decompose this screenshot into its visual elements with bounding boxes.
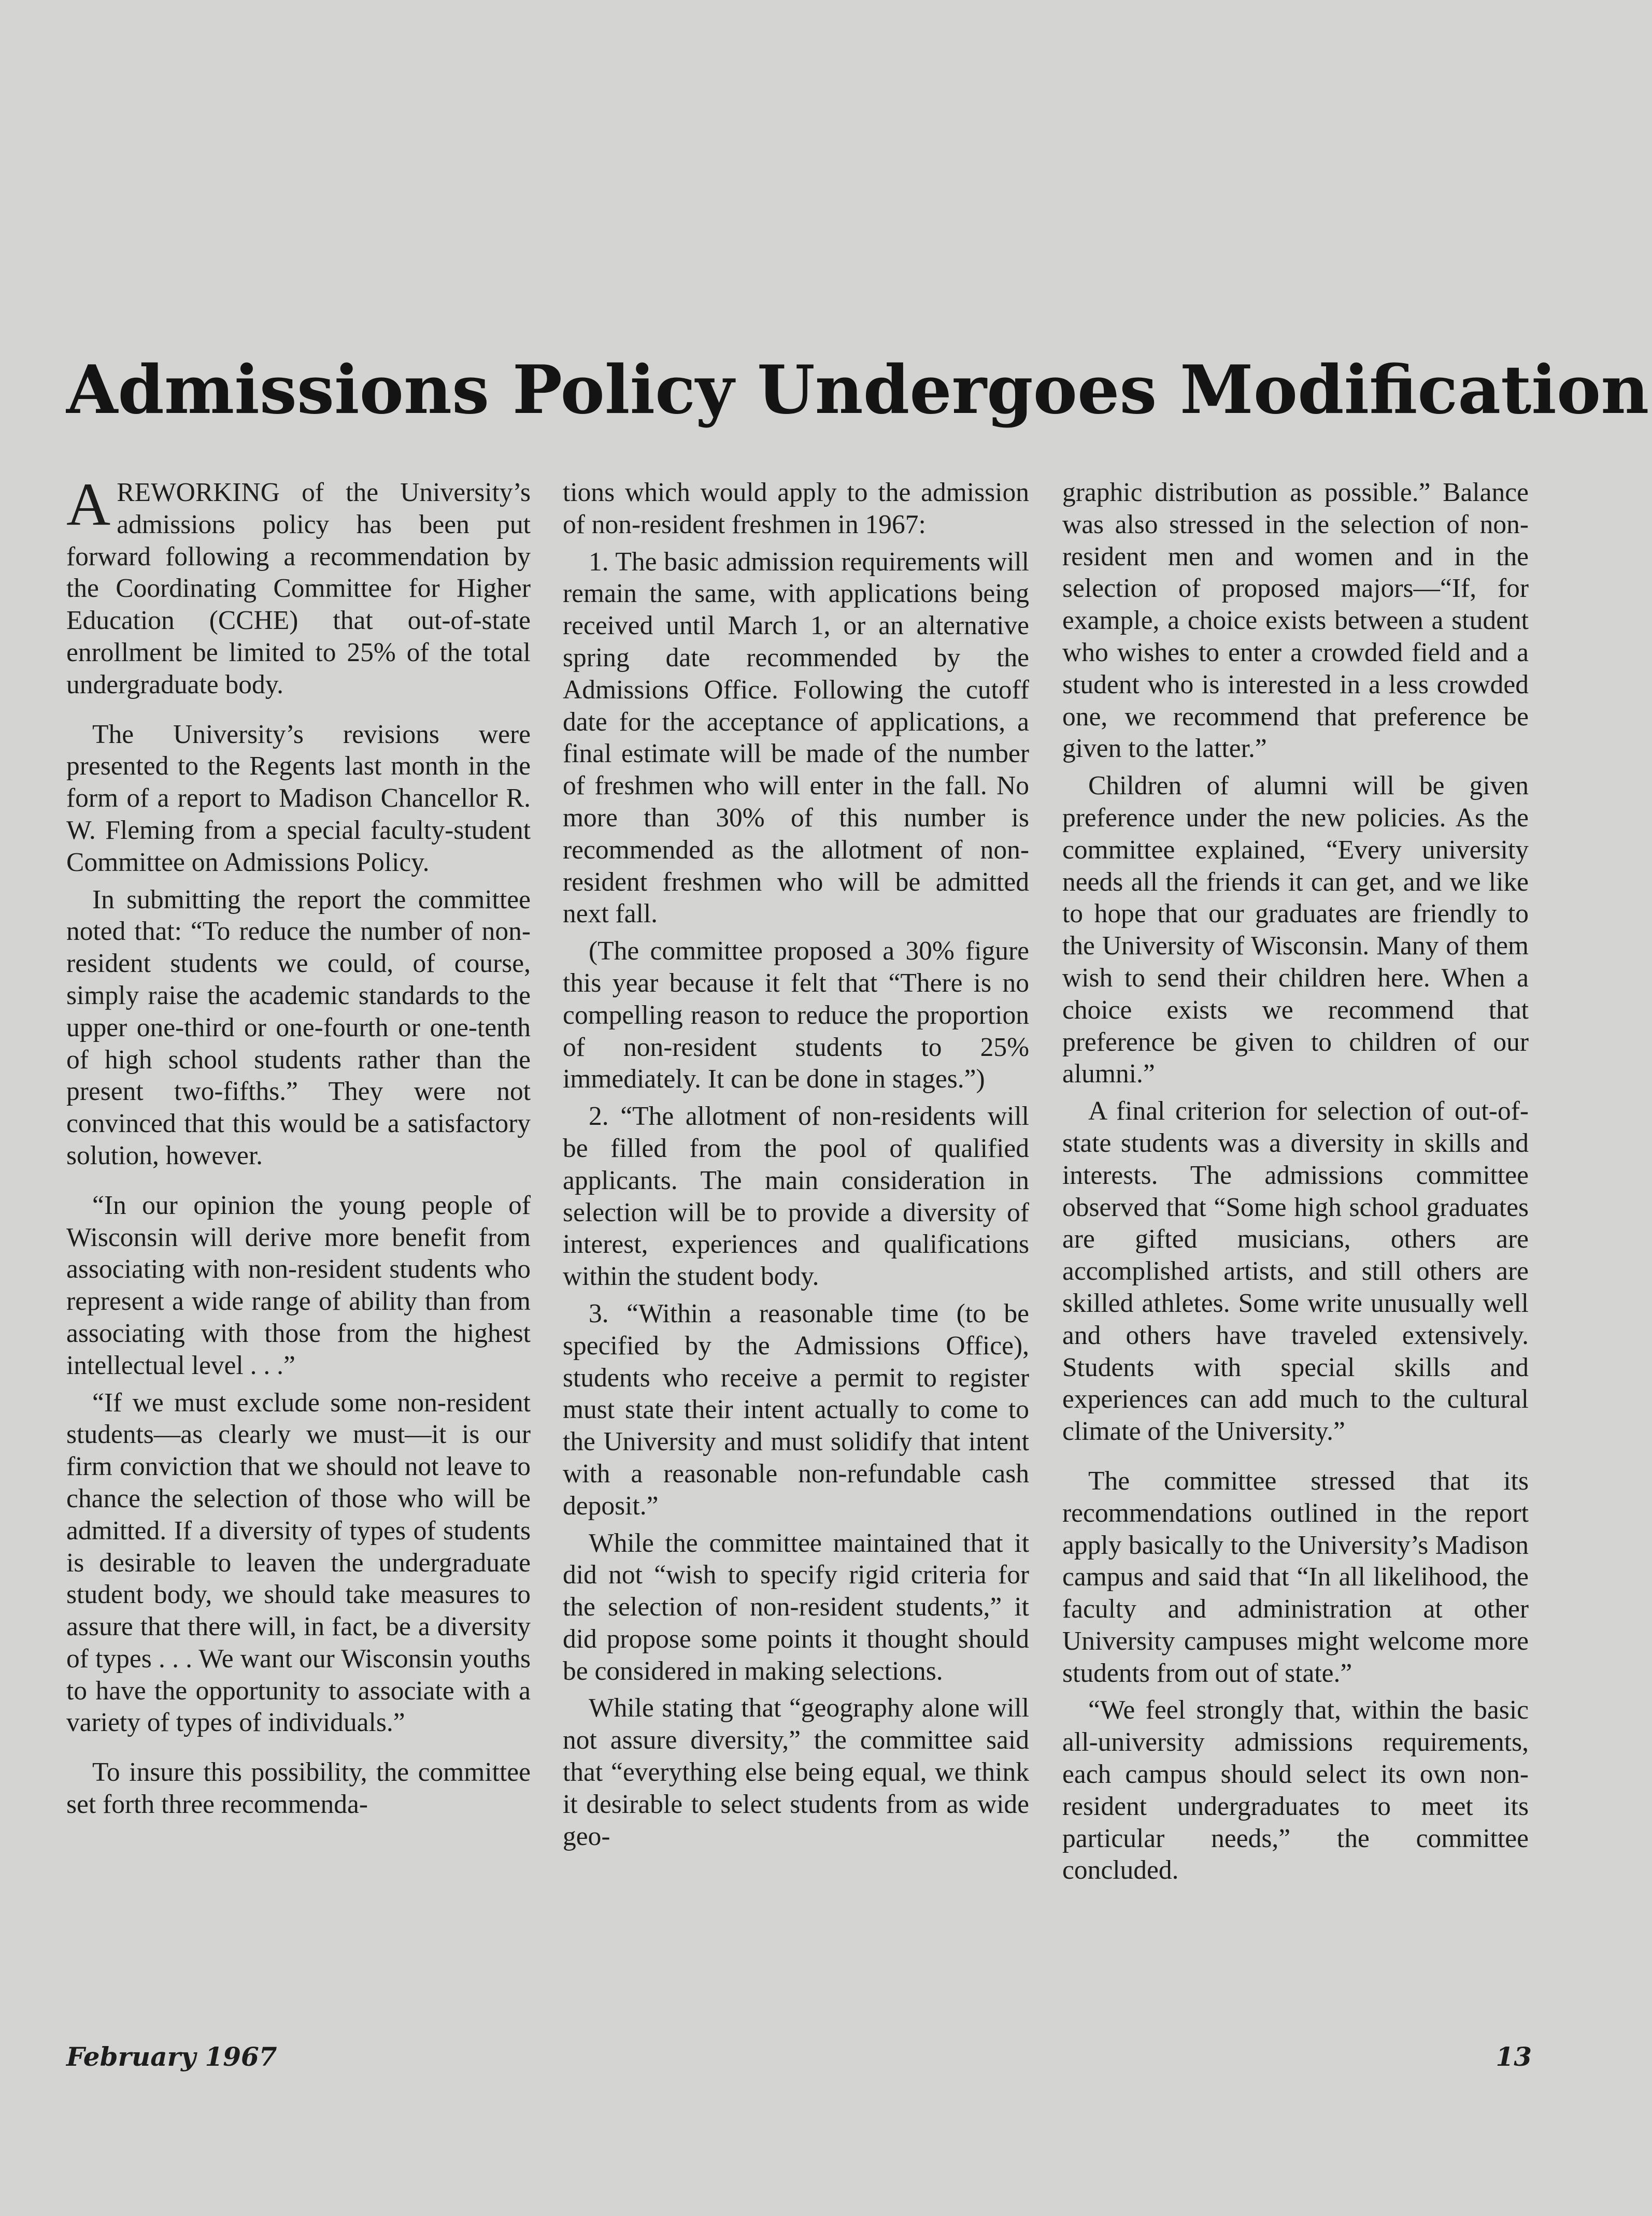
article-paragraph: graphic distribution as possible.” Balance was also stressed in the selection of non-resident men and women and in the selection of proposed majors—“If, for example, a choice exists between a student who wishes to enter a crowded field and a student who is interested in a less crowded one, we recommend that preference be given to the latter.” xyxy=(1062,478,1529,764)
article-paragraph: “We feel strongly that, within the basic all-university admissions requirements, each campus should select its own non-resident undergraduates to meet its particular needs,” the committee concluded. xyxy=(1062,1695,1529,1885)
article-paragraph: In submitting the report the committee noted that: “To reduce the number of non-resident students we could, of course, simply raise the academic standards to the upper one-third or one-fourth or one-tenth of high school students rather than the present two-fifths.” They were not convinced that this would be a satisfactory solution, however. xyxy=(66,884,531,1170)
article-paragraph: To insure this possibility, the committee set forth three recommenda- xyxy=(66,1757,531,1820)
article-paragraph: The University’s revisions were presented to the Regents last month in the form of a report to Madison Chancellor R. W. Fleming from a special faculty-student Committee on Admissions Policy. xyxy=(66,719,531,877)
article-paragraph: 2. “The allotment of non-residents will be filled from the pool of qualified applicants. The main consideration in selection will be to provide a diversity of interest, experiences and qualifications within the student body. xyxy=(563,1102,1029,1292)
article-paragraph: While the committee maintained that it did not “wish to specify rigid criteria for the selection of non-resident students,” it did propose some points it thought should be considered in making selections. xyxy=(563,1528,1029,1686)
issue-date: February 1967 xyxy=(66,2041,277,2072)
paragraph-text: REWORKING of the University’s admissions policy has been put forward following a recommendation by the Coordinating Committee for Higher Education (CCHE) that out-of-state enrollment be limited to 25% of the total undergraduate body. xyxy=(66,478,531,699)
article-paragraph: Children of alumni will be given preference under the new policies. As the committee explained, “Every university needs all the friends it can get, and we like to hope that our graduates are friendly to the University of Wisconsin. Many of them wish to send their children here. When a choice exists we recommend that preference be given to children of our alumni.” xyxy=(1062,771,1529,1089)
article-paragraph: tions which would apply to the admission of non-resident freshmen in 1967: xyxy=(563,478,1029,539)
article-column-1 xyxy=(66,477,531,2052)
article-paragraph: 3. “Within a reasonable time (to be specified by the Admissions Office), students who receive a permit to register must state their intent actually to come to the University and must solidify that intent with a reasonable non-refundable cash deposit.” xyxy=(563,1298,1029,1521)
page-title: Admissions Policy Undergoes Modification xyxy=(66,351,1649,429)
article-paragraph: (The committee proposed a 30% figure this year because it felt that “There is no compelling reason to reduce the proportion of non-resident students to 25% immediately. It can be done in stages.”) xyxy=(563,936,1029,1094)
article-paragraph: While stating that “geography alone will not assure diversity,” the committee said that “everything else being equal, we think it desirable to select students from as wide geo- xyxy=(563,1693,1029,1851)
article-paragraph: A final criterion for selection of out-of-state students was a diversity in skills and interests. The admissions committee observed that “Some high school graduates are gifted musicians, others are accomplished artists, and still others are skilled athletes. Some write unusually well and others have traveled extensively. Students with special skills and experiences can add much to the cultural climate of the University.” xyxy=(1062,1096,1529,1447)
drop-cap: A xyxy=(66,477,111,538)
page-number: 13 xyxy=(1496,2041,1532,2072)
article-paragraph: “In our opinion the young people of Wisconsin will derive more benefit from associating with non-resident students who represent a wide range of ability than from associating with those from the highest intellectual level . . .” xyxy=(66,1190,531,1380)
article-paragraph: “If we must exclude some non-resident students—as clearly we must—it is our firm conviction that we should not leave to chance the selection of those who will be admitted. If a diversity of types of students is desirable to leaven the undergraduate student body, we should take measures to assure that there will, in fact, be a diversity of types . . . We want our Wisconsin youths to have the opportunity to associate with a variety of types of individuals.” xyxy=(66,1388,531,1738)
article-paragraph: The committee stressed that its recommendations outlined in the report apply basically to the University’s Madison campus and said that “In all likelihood, the faculty and administration at other University campuses might welcome more students from out of state.” xyxy=(1062,1466,1529,1688)
article-paragraph xyxy=(66,477,531,701)
article-column-3 xyxy=(1062,477,1529,2052)
article-paragraph: 1. The basic admission requirements will remain the same, with applications being received until March 1, or an alternative spring date recommended by the Admissions Office. Following the cutoff date for the acceptance of applications, a final estimate will be made of the number of freshmen who will enter in the fall. No more than 30% of this number is recommended as the allotment of non-resident freshmen who will be admitted next fall. xyxy=(563,547,1029,929)
article-column-2 xyxy=(563,477,1029,2052)
